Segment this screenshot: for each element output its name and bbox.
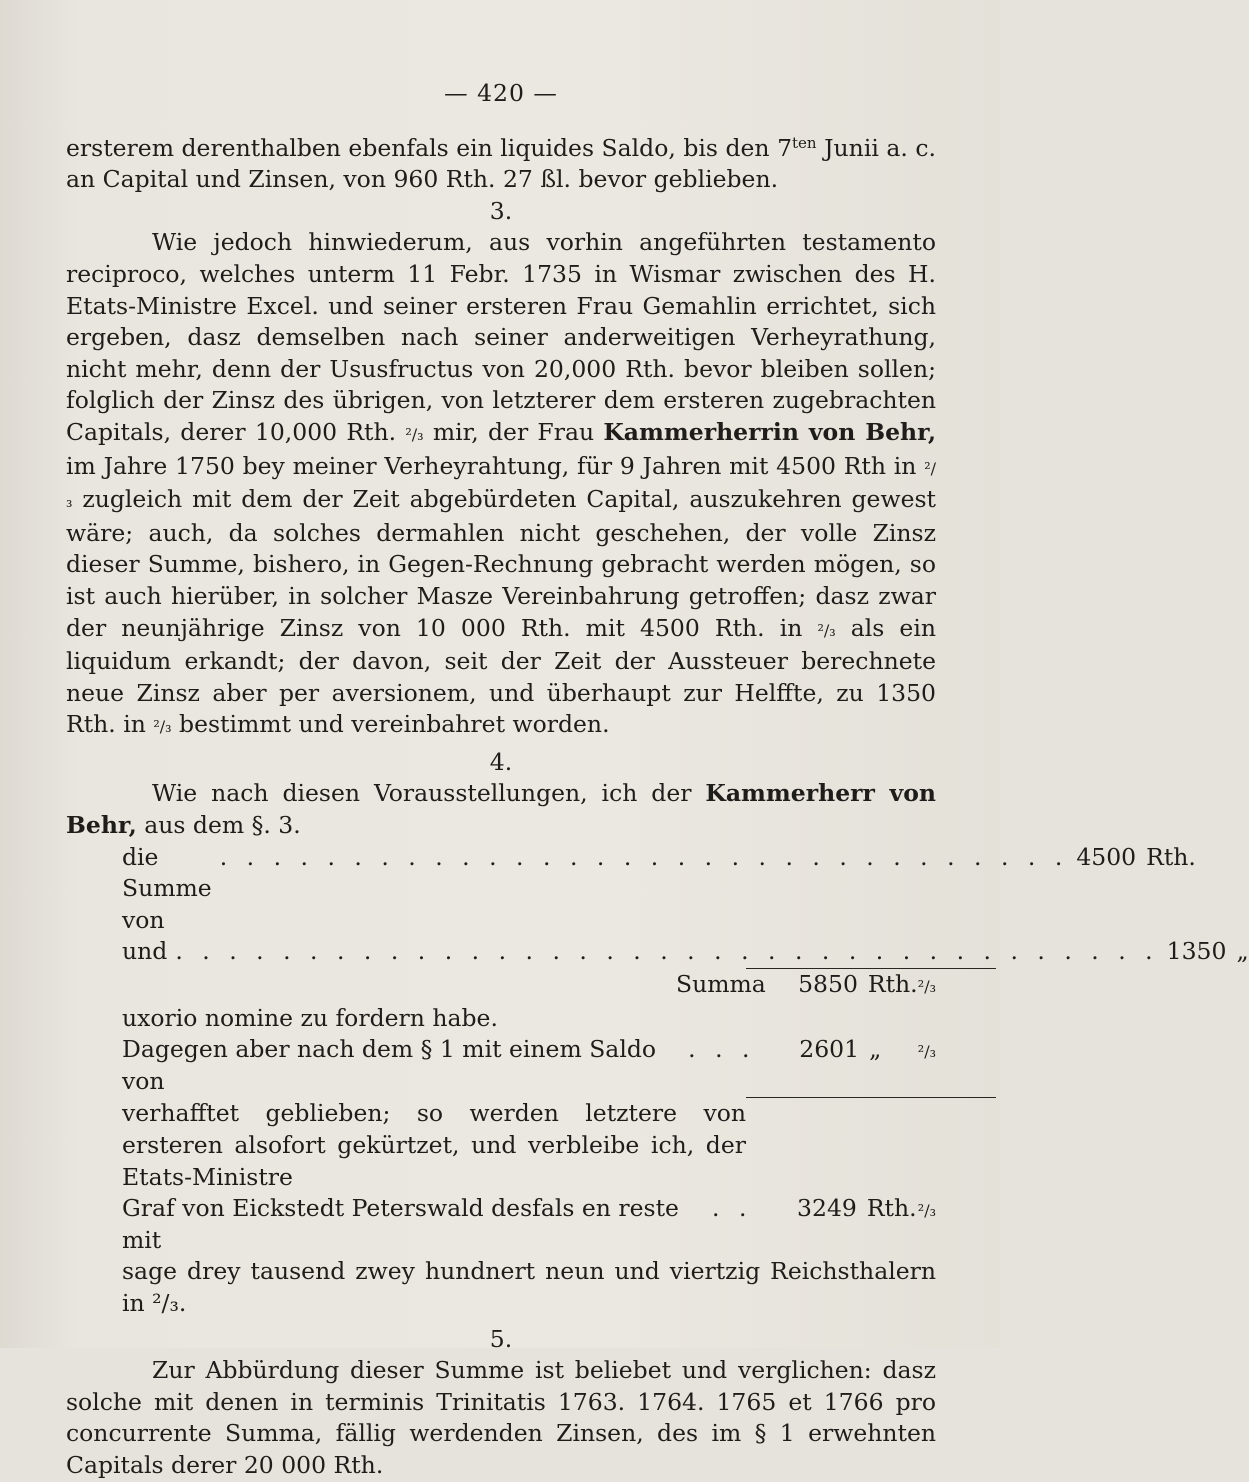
page-number: — 420 —: [444, 79, 558, 107]
verhafftet-line: verhafftet geblieben; so werden letztere von ersteren alsofort gekürtzet, und verbleibe ich, der Etats-Ministre: [122, 1099, 746, 1191]
section-number-3: 3.: [489, 196, 513, 225]
sage-line: sage drey tausend zwey hundnert neun und viertzig Reichsthalern in ²/₃.: [122, 1257, 936, 1317]
calc-row-sum: die Summe von . . . . . . . . . . . . . . . . . . . . . . . . . . . . . . . . 4500 Rth.: [122, 842, 1196, 934]
name-kammerherr: Kammerherr von Behr,: [66, 779, 936, 840]
calc-row-graf: Graf von Eickstedt Peterswald desfals en reste mit . . 3249 Rth. ²/₃: [122, 1194, 936, 1254]
calc-row-dagegen: Dagegen aber nach dem § 1 mit einem Saldo von . . . 2601 „ ²/₃: [122, 1035, 936, 1095]
paragraph-5: Zur Abbürdung dieser Summe ist beliebet und verglichen: dasz solche mit denen in terminis Trinitatis 1763. 1764. 1765 et 1766 pro concurrente Summa, fällig werdenden Zinsen, des im § 1 erwehnten Capitals derer 20 000 Rth.: [66, 1356, 936, 1479]
paragraph-4: Wie nach diesen Vorausstellungen, ich der Kammerherr von Behr, aus dem §. 3.: [66, 779, 936, 840]
section-number-5: 5.: [489, 1324, 513, 1353]
superscript-ten: ten: [792, 133, 817, 152]
paragraph-1: ersterem derenthalben ebenfals ein liquides Saldo, bis den $7^{ten}$ Junii a. c. an Capital und Zinsen, von 960 Rth. 27 ßl. bevor geblieben.: [66, 133, 936, 194]
calc-row-und: und . . . . . . . . . . . . . . . . . . . . . . . . . . . . . . . . . . . . . 1350 „: [122, 937, 1249, 966]
paragraph-3: Wie jedoch hinwiederum, aus vorhin angeführten testamento reciproco, welches unterm 11 Febr. 1735 in Wismar zwischen des H. Etats-Ministre Excel. und seiner ersteren Frau Gemahlin errichtet, sich ergeben, dasz demselben nach seiner anderweitigen Verheyrathung, nicht mehr, denn der Ususfructus von 20,000 Rth. bevor bleiben sollen; folglich der Zinsz des übrigen, von letzterer dem ersteren zugebrachten Capitals, derer 10,000 Rth. ²/₃ mir, der Frau Kammerherrin von Behr, im Jahre 1750 bey meiner Verheyrahtung, für 9 Jahren mit 4500 Rth in ²/₃ zugleich mit dem der Zeit abgebürdeten Capital, auszukehren gewest wäre; auch, da solches dermahlen nicht geschehen, der volle Zinsz dieser Summe, bishero, in Gegen-Rechnung gebracht werden mögen, so ist auch hierüber, in solcher Masze Vereinbahrung getroffen; dasz zwar der neunjährige Zinsz von 10 000 Rth. mit 4500 Rth. in ²/₃ als ein liquidum erkandt; der davon, seit der Zeit der Aussteuer berechnete neue Zinsz aber per aversionem, und überhaupt zur Helffte, zu 1350 Rth. in ²/₃ bestimmt und vereinbahret worden.: [66, 228, 936, 739]
text-block: [66, 78, 1249, 1482]
uxorio-line: uxorio nomine zu fordern habe.: [122, 1003, 498, 1032]
name-kammerherrin: Kammerherrin von Behr,: [603, 417, 936, 446]
section-number-4: 4.: [489, 747, 513, 776]
calc-row-summa: Summa 5850 Rth. ²/₃: [676, 970, 936, 999]
